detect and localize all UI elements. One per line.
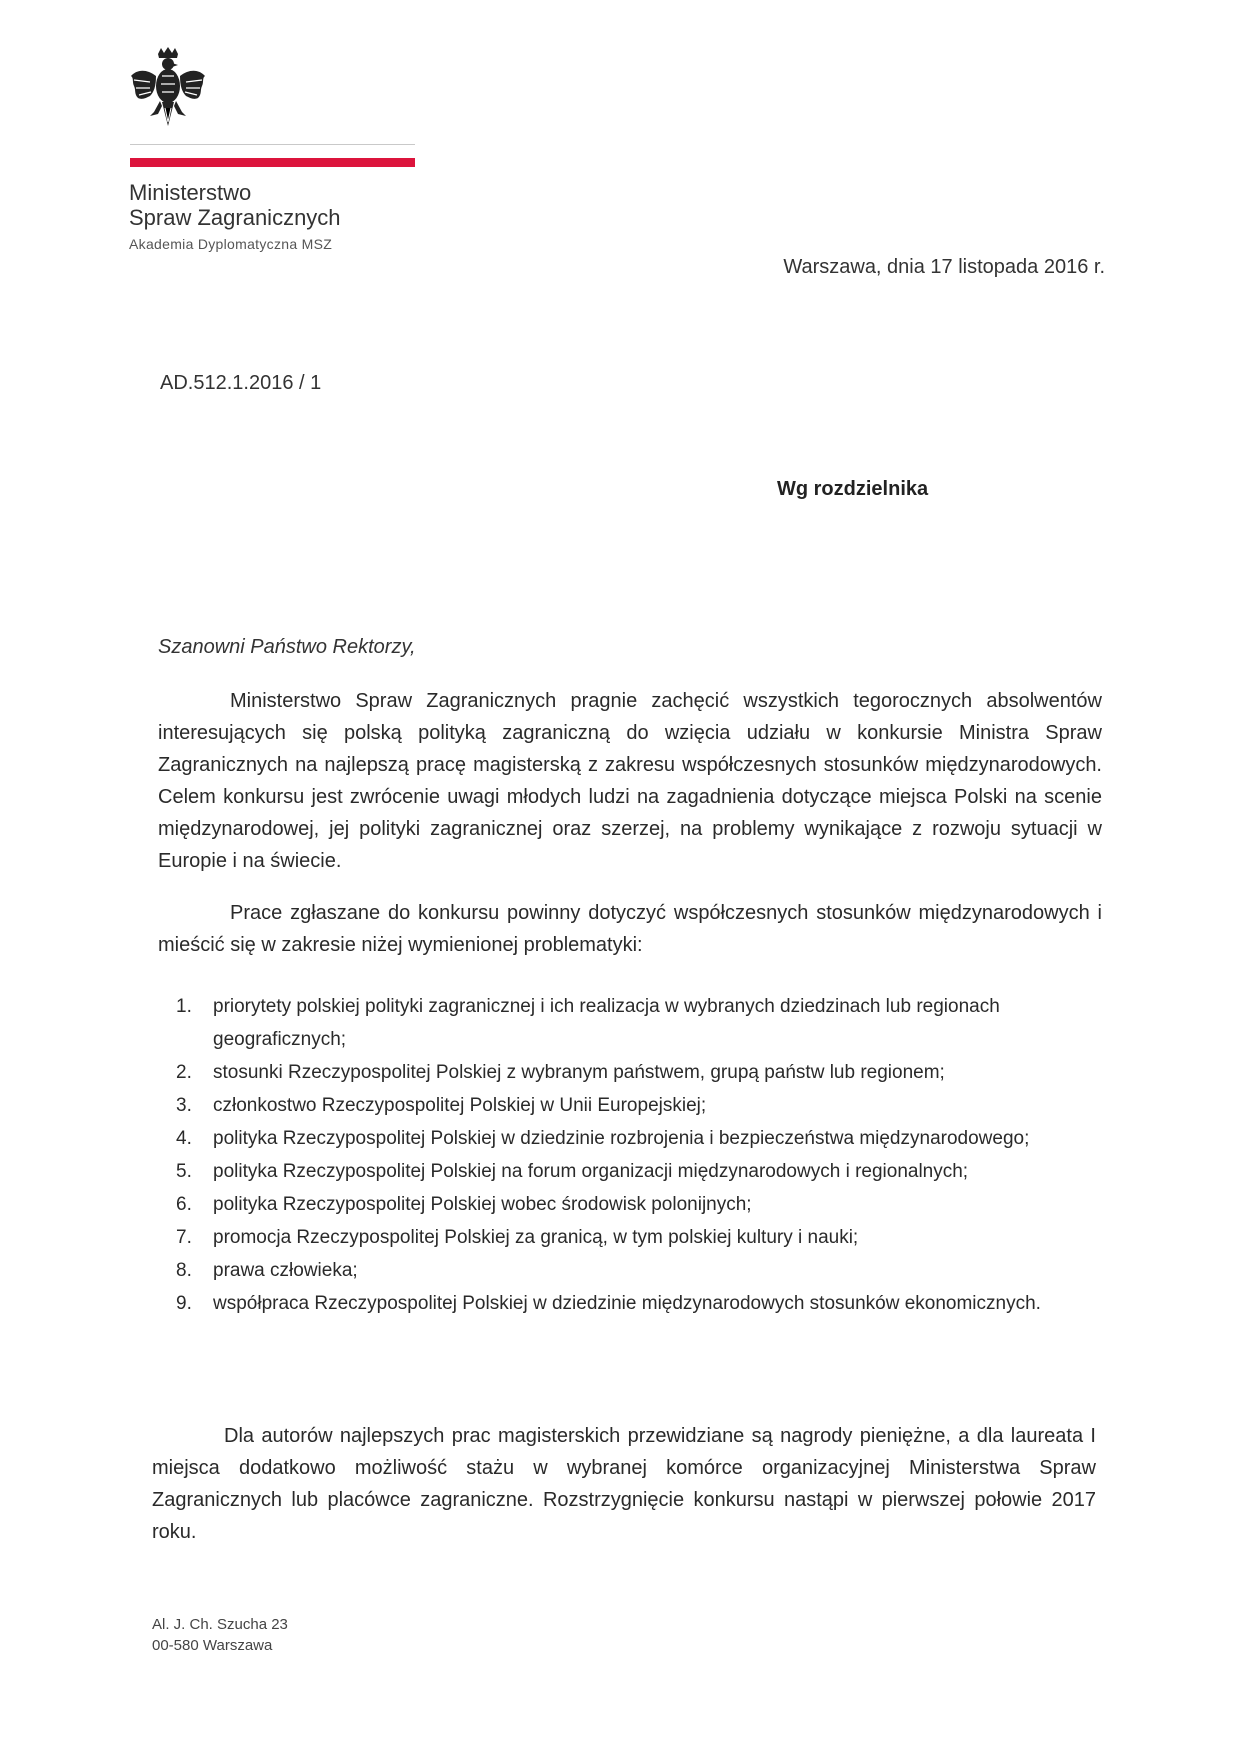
addressee: Wg rozdzielnika (777, 478, 929, 500)
list-item: 1. priorytety polskiej polityki zagranicznej i ich realizacja w wybranych dziedzinach lub regionach geograficznych; (176, 996, 1000, 1050)
list-item: 4. polityka Rzeczypospolitej Polskiej w dziedzinie rozbrojenia i bezpieczeństwa międzynarodowego; (176, 1128, 1030, 1149)
footer-address-street: Al. J. Ch. Szucha 23 (152, 1616, 288, 1633)
letter-date: Warszawa, dnia 17 listopada 2016 r. (783, 256, 1105, 278)
polish-eagle-emblem-icon (128, 46, 208, 128)
institution-subunit: Akademia Dyplomatyczna MSZ (129, 236, 333, 252)
paragraph-intro: Ministerstwo Spraw Zagranicznych pragnie zachęcić wszystkich tegorocznych absolwentów interesujących się polską polityką zagraniczną do wzięcia udziału w konkursie Ministra Spraw Zagranicznych na najlepszą pracę magisterską z zakresu współczesnych stosunków międzynarodowych. Celem konkursu jest zwrócenie uwagi młodych ludzi na zagadnienia dotyczące miejsca Polski na scenie międzynarodowej, jej polityki zagranicznej oraz szerzej, na problemy wynikające z rozwoju sytuacji w Europie i na świecie. (158, 690, 1102, 872)
list-item: 9. współpraca Rzeczypospolitej Polskiej w dziedzinie międzynarodowych stosunków ekonomicznych. (176, 1293, 1041, 1314)
topics-list (170, 990, 1070, 1320)
paragraph-prizes: Dla autorów najlepszych prac magisterskich przewidziane są nagrody pieniężne, a dla laureata I miejsca dodatkowo możliwość stażu w wybranej komórce organizacyjnej Ministerstwa Spraw Zagranicznych lub placówce zagraniczne. Rozstrzygnięcie konkursu nastąpi w pierwszej połowie 2017 roku. (152, 1425, 1096, 1543)
institution-name-line2: Spraw Zagranicznych (129, 205, 341, 230)
header-red-bar (130, 158, 415, 167)
header-divider (130, 144, 415, 145)
list-item: 2. stosunki Rzeczypospolitej Polskiej z wybranym państwem, grupą państw lub regionem; (176, 1062, 945, 1083)
footer-address-city: 00-580 Warszawa (152, 1637, 273, 1654)
institution-name-line1: Ministerstwo (129, 180, 252, 205)
reference-number: AD.512.1.2016 / 1 (160, 372, 322, 394)
list-item: 6. polityka Rzeczypospolitej Polskiej wobec środowisk polonijnych; (176, 1194, 752, 1215)
list-item: 7. promocja Rzeczypospolitej Polskiej za granicą, w tym polskiej kultury i nauki; (176, 1227, 859, 1248)
list-item: 5. polityka Rzeczypospolitej Polskiej na forum organizacji międzynarodowych i regionalnych; (176, 1161, 969, 1182)
paragraph-scope: Prace zgłaszane do konkursu powinny dotyczyć współczesnych stosunków międzynarodowych i mieścić się w zakresie niżej wymienionej problematyki: (158, 902, 1102, 956)
list-item: 3. członkostwo Rzeczypospolitej Polskiej w Unii Europejskiej; (176, 1095, 707, 1116)
list-item: 8. prawa człowieka; (176, 1260, 358, 1281)
salutation: Szanowni Państwo Rektorzy, (158, 636, 416, 658)
